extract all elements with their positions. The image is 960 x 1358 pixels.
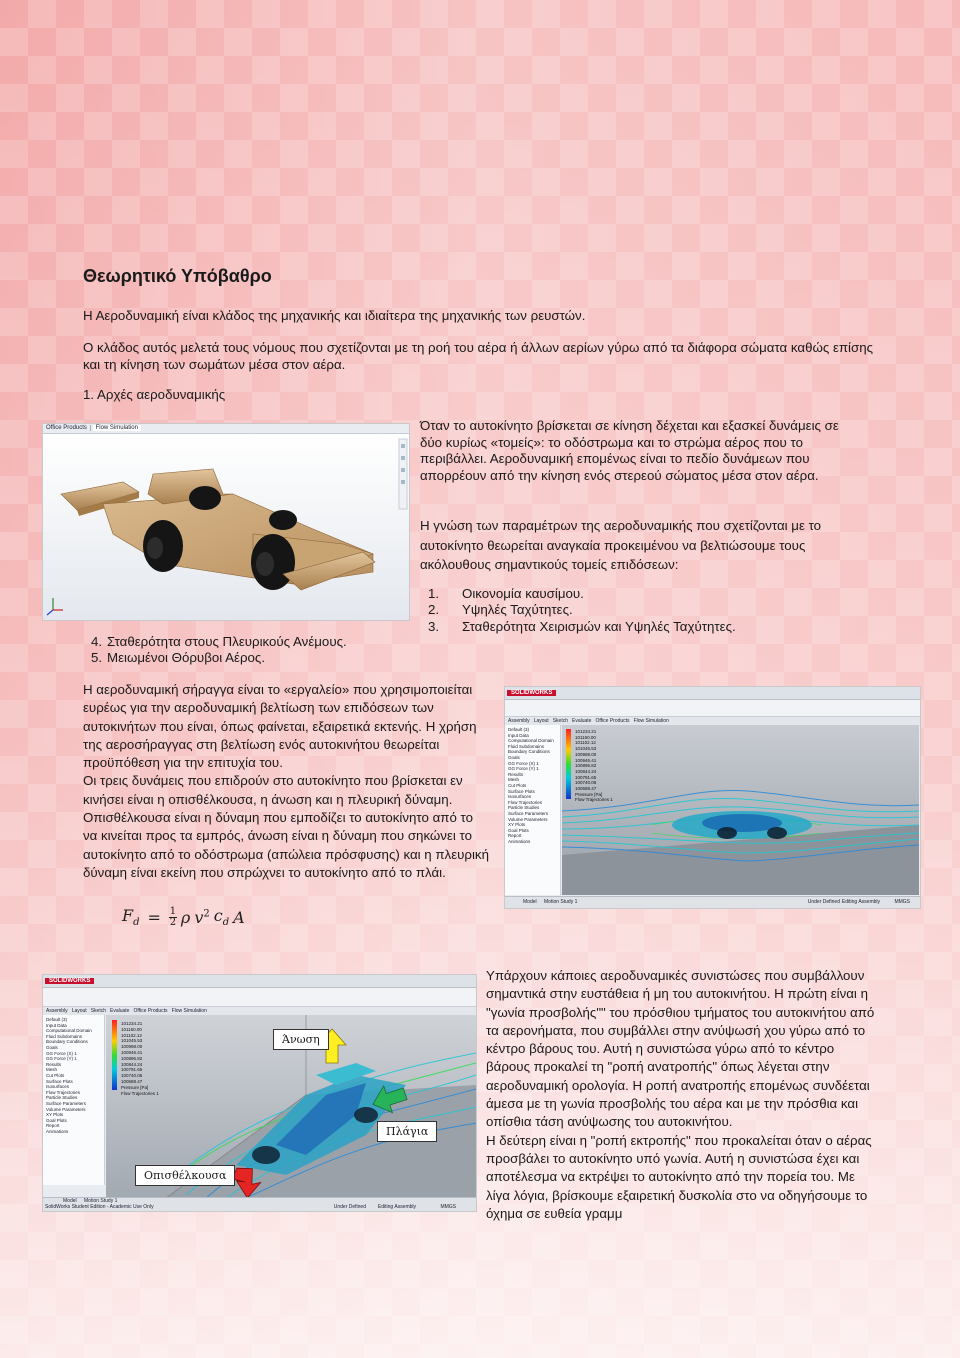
tree-item[interactable]: Default (3): [508, 727, 530, 732]
status-units: MMGS: [894, 899, 910, 905]
tree-item[interactable]: Mesh: [508, 777, 520, 783]
status-under-defined: Under Defined: [333, 1204, 366, 1210]
sw-command-manager-2: [43, 988, 476, 1007]
tab-assembly[interactable]: Assembly: [46, 1008, 68, 1014]
tree-item[interactable]: Surface Parameters: [46, 1100, 87, 1106]
sw-title-bar-2: [43, 975, 476, 988]
tree-item[interactable]: Report: [508, 833, 522, 839]
pressure-legend-values: 101234.21 101160.00 101102.12 101045.53 100998.00 100946.41 100896.82 100844.24 100791.65 100740.06 100688.47 Pressure [Pa] Flow Trajectories 1: [575, 729, 613, 803]
tree-item[interactable]: Goal Plots: [46, 1117, 67, 1123]
knowledge-paragraph: Η γνώση των παραμέτρων της αεροδυναμικής που σχετίζονται με το αυτοκίνητο θεωρείται αναγκαία προκειμένου να βελτιώσουμε τους ακόλουθους σημαντικούς τομείς επιδόσεων:: [420, 518, 822, 572]
sw-feature-tree: [505, 725, 561, 895]
tree-item[interactable]: Goal Plots: [508, 827, 529, 833]
tree-item[interactable]: Computational Domain: [508, 738, 554, 744]
list-item: 1. Οικονομία καυσίμου.: [428, 586, 584, 601]
tab-assembly[interactable]: Assembly: [508, 718, 530, 724]
tree-item[interactable]: Boundary Conditions: [46, 1039, 88, 1045]
tab-sketch[interactable]: Sketch: [552, 718, 568, 724]
performance-list-b: [91, 634, 391, 667]
flow-simulation-tab[interactable]: Flow Simulation: [93, 425, 141, 431]
moment-text: [486, 967, 880, 1223]
tree-item[interactable]: Volume Parameters: [46, 1106, 86, 1112]
tree-item[interactable]: Animations: [508, 838, 531, 844]
tree-item[interactable]: Particle Studies: [508, 805, 540, 811]
drag-formula: $F_d$ = 1 2 ρ $v^2$ $c_d$ A: [122, 905, 245, 929]
tree-item[interactable]: Surface Plots: [508, 788, 535, 794]
solidworks-logo: SOLIDWORKS: [507, 690, 556, 696]
tree-item[interactable]: Particle Studies: [46, 1095, 78, 1101]
status-units: MMGS: [440, 1204, 456, 1210]
tree-item[interactable]: XY Plots: [46, 1112, 64, 1118]
performance-list-a: [428, 586, 768, 635]
status-editing: Editing Assembly: [841, 899, 880, 905]
tree-item[interactable]: Cut Plots: [46, 1072, 65, 1078]
tab-sketch[interactable]: Sketch: [90, 1008, 106, 1014]
tree-item[interactable]: Fluid Subdomains: [46, 1033, 83, 1039]
forces-paragraph: Όταν το αυτοκίνητο βρίσκεται σε κίνηση δέχεται και εξασκεί δυνάμεις σε δύο κυρίως «τομείς»: το οδόστρωμα και το στρώμα αέρος που το περιβάλλει. Αεροδυναμική επομένως είναι το πεδίο δυνάμεων που απορρέουν από την κίνηση ενός στερεού σώματος μέσα στον αέρα.: [420, 418, 839, 483]
list-item: 5. Μειωμένοι Θόρυβοι Αέρος.: [91, 650, 266, 666]
model-tab[interactable]: Model: [523, 899, 537, 905]
legend-title: Pressure [Pa]: [575, 791, 603, 797]
tree-item[interactable]: Cut Plots: [508, 782, 527, 788]
tree-item[interactable]: Flow Trajectories: [46, 1089, 81, 1095]
tree-item[interactable]: Computational Domain: [46, 1028, 92, 1034]
tree-item[interactable]: Animations: [46, 1128, 69, 1134]
tab-evaluate[interactable]: Evaluate: [110, 1008, 130, 1014]
sw-command-manager: [505, 700, 920, 717]
tree-item[interactable]: Default (3): [46, 1017, 68, 1022]
tree-item[interactable]: Surface Plots: [46, 1078, 73, 1084]
tree-item[interactable]: GG Force (Y) 1: [508, 766, 539, 772]
lift-label: Άνωση: [273, 1029, 329, 1050]
tree-item[interactable]: GG Force (Y) 1: [46, 1056, 77, 1062]
tree-item[interactable]: GG Force (X) 1: [46, 1050, 77, 1056]
tunnel-paragraph: Η αεροδυναμική σήραγγα είναι το «εργαλείο» που χρησιμοποιείται ευρέως για την αεροδυναμική βελτίωση των επιδόσεων των αυτοκινήτων που είναι, όπως φαίνεται, εξαιρετικά εκτενής. Η χρήση της αεροσήραγγας στη βελτίωση ενός αυτοκινήτου θεωρείται προϋπόθεση για την επιτυχία του.: [83, 682, 477, 771]
tab-flow-simulation[interactable]: Flow Simulation: [171, 1008, 207, 1014]
tab-evaluate[interactable]: Evaluate: [572, 718, 592, 724]
tree-item[interactable]: Surface Parameters: [508, 810, 549, 816]
tree-item[interactable]: Volume Parameters: [508, 816, 548, 822]
tree-item[interactable]: Isosurfaces: [508, 794, 532, 800]
sw-status-bar-2: [43, 1197, 476, 1211]
tree-item[interactable]: XY Plots: [508, 822, 526, 828]
tab-layout[interactable]: Layout: [533, 718, 549, 724]
trajectory-label: Flow Trajectories 1: [575, 797, 613, 803]
wooden-car-model: [43, 434, 409, 620]
legend-title: Pressure [Pa]: [121, 1084, 149, 1090]
tree-item[interactable]: Mesh: [46, 1067, 58, 1073]
tree-item[interactable]: Goals: [46, 1044, 58, 1050]
tree-item[interactable]: Results: [508, 771, 524, 777]
tab-flow-simulation[interactable]: Flow Simulation: [633, 718, 669, 724]
sw-feature-tree-2: [43, 1015, 105, 1185]
tree-item[interactable]: Fluid Subdomains: [508, 743, 545, 749]
pitch-moment-paragraph: Υπάρχουν κάποιες αεροδυναμικές συνιστώσες που συμβάλλουν σημαντικά στην ευστάθεια ή μη του αυτοκινήτου. Η πρώτη είναι η "γωνία προσβολής"" του πρόσθιου τμήματος του αυτοκινήτου από τα αερονήματα, που συμβάλλει στην ανύψωσή χου γύρω από το κέντρο βάρους του. Αυτή η συνιστώσα γύρω από το κέντρο βάρους προκαλεί τη "ροπή ανατροπής" όπως λέγεται στην αεροδυναμική ορολογία. Η ροπή ανατροπής επομένως συνδέεται άμεσα με τη γωνία προσβολής του αέρα και με την πρόσθια και οπίσθια τάση ανύψωσης του αυτοκινήτου.: [486, 968, 875, 1130]
sw-status-bar: [505, 896, 920, 908]
section-heading-1: 1. Αρχές αεροδυναμικής: [83, 387, 226, 402]
tree-item[interactable]: Report: [46, 1123, 60, 1129]
tree-item[interactable]: Input Data: [508, 732, 529, 738]
three-forces-paragraph: Οι τρεις δυνάμεις που επιδρούν στο αυτοκίνητο που βρίσκεται εν κινήσει είναι η οπισθέλκουσα, η άνωση και η πλευρική δύναμη. Οπισθέλκουσα είναι η δύναμη που εμποδίζει το αυτοκίνητο από το να κινείται προς τα εμπρός, άνωση είναι η δύναμη που σηκώνει το αυτοκίνητο από το οδόστρωμα (απώλεια πρόσφυσης) και η πλευρική δύναμη είναι εκείνη που σπρώχνει το αυτοκίνητο από το πλάι.: [83, 773, 489, 880]
tree-item[interactable]: Goals: [508, 754, 520, 760]
motion-study-tab[interactable]: Motion Study 1: [84, 1198, 118, 1204]
tree-item[interactable]: GG Force (X) 1: [508, 760, 539, 766]
tree-item[interactable]: Results: [46, 1061, 62, 1067]
flow-sim-forces-screenshot: [42, 974, 477, 1212]
status-under-defined: Under Defined: [807, 899, 840, 905]
solidworks-logo-2: SOLIDWORKS: [45, 978, 94, 984]
cad-tab-bar: [43, 424, 409, 434]
tab-layout[interactable]: Layout: [71, 1008, 87, 1014]
side-force-label: Πλάγια: [377, 1121, 437, 1142]
flow-sim-side-screenshot: [504, 686, 921, 909]
motion-study-tab[interactable]: Motion Study 1: [544, 899, 578, 905]
pressure-legend-values-2: 101234.21 101160.00 101102.12 101045.53 100998.00 100946.41 100896.82 100844.24 100791.65 100740.06 100688.47 Pressure [Pa] Flow Trajectories 1: [121, 1021, 159, 1096]
cad-car-screenshot: [42, 423, 410, 621]
page-heading: Θεωρητικό Υπόβαθρο: [83, 266, 272, 286]
office-products-tab[interactable]: Office Products: [43, 425, 91, 431]
intro-text: Η Αεροδυναμική είναι κλάδος της μηχανικής και ιδιαίτερα της μηχανικής των ρευστών.: [83, 308, 586, 323]
trajectory-label: Flow Trajectories 1: [121, 1090, 159, 1096]
list-item: 3. Σταθερότητα Χειρισμών και Υψηλές Ταχύτητες.: [428, 618, 736, 634]
tree-item[interactable]: Boundary Conditions: [508, 749, 550, 755]
sw-title-bar: [505, 687, 920, 700]
list-item: 2. Υψηλές Ταχύτητες.: [428, 602, 573, 618]
status-editing: Editing Assembly: [377, 1204, 416, 1210]
list-item: 4. Σταθερότητα στους Πλευρικούς Ανέμους.: [91, 634, 347, 649]
wind-tunnel-text: [83, 681, 491, 882]
tab-office-products[interactable]: Office Products: [595, 718, 630, 724]
tree-item[interactable]: Isosurfaces: [46, 1084, 70, 1090]
model-tab[interactable]: Model: [63, 1198, 77, 1204]
tree-item[interactable]: Flow Trajectories: [508, 799, 543, 805]
tree-item[interactable]: Input Data: [46, 1022, 67, 1028]
side-flow-viewport: [562, 725, 919, 895]
intro-text-2: Ο κλάδος αυτός μελετά τους νόμους που σχετίζονται με τη ροή του αέρα ή άλλων αερίων γύρω από τα διάφορα σώματα καθώς επίσης και τη κίνηση των σωμάτων μέσα στον αέρα.: [83, 340, 874, 372]
status-edition: SolidWorks Student Edition - Academic Use Only: [45, 1204, 154, 1210]
tab-office-products[interactable]: Office Products: [133, 1008, 168, 1014]
yaw-moment-paragraph: Η δεύτερη είναι η "ροπή εκτροπής" που προκαλείται όταν ο αέρας προσβάλει το αυτοκίνητο υπό γωνία. Αυτή η συνιστώσα έχει και αποτέλεσμα να εκτρέψει το αυτοκίνητο από την πορεία του. Με λίγα λόγια, βρίσκουμε εξαιρετική δυσκολία στο να οδηγήσουμε το όχημα σε ευθεία γραμμ: [486, 1132, 872, 1221]
drag-label: Οπισθέλκουσα: [135, 1165, 235, 1186]
